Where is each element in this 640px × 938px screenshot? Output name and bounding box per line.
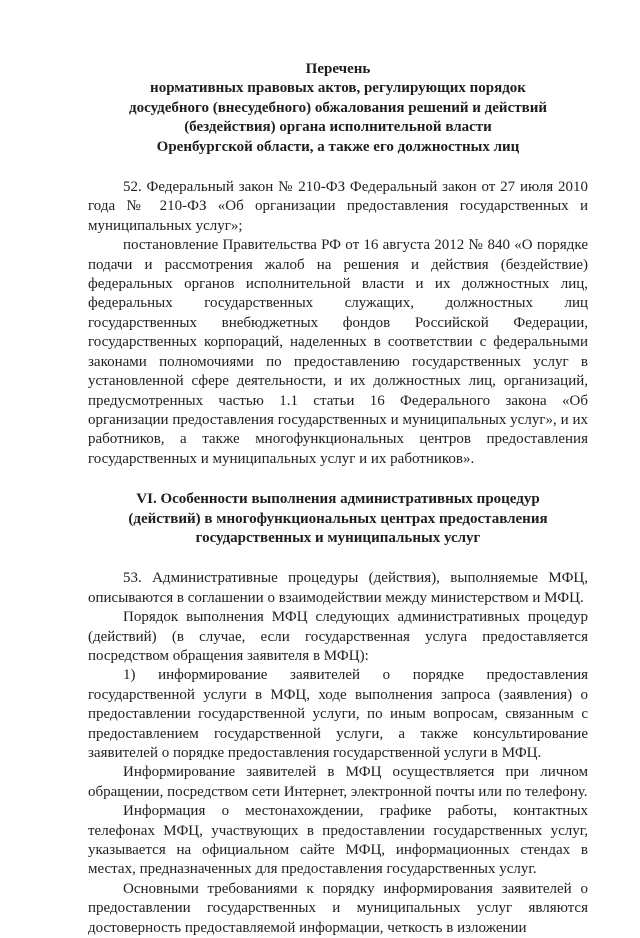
section-heading-line: (действий) в многофункциональных центрах предоставления (128, 510, 548, 527)
title-line: Оренбургской области, а также его должностных лиц (156, 138, 520, 155)
paragraph-52: 52. Федеральный закон № 210-ФЗ Федеральный закон от 27 июля 2010 года № 210-ФЗ «Об организации предоставления государственных и муниципальных услуг»; (88, 179, 588, 234)
paragraph-procedures-order: Порядок выполнения МФЦ следующих административных процедур (действий) (в случае, если государственная услуга предоставляется посредством обращения заявителя в МФЦ): (88, 609, 588, 664)
title-line: Перечень (305, 61, 371, 77)
paragraph-53: 53. Административные процедуры (действия), выполняемые МФЦ, описываются в соглашении о взаимодействии между министерством и МФЦ. (88, 570, 588, 606)
title-line: досудебного (внесудебного) обжалования решений и действий (129, 99, 547, 116)
section-heading-line: государственных и муниципальных услуг (195, 529, 481, 546)
title-line: (бездействия) органа исполнительной власти (184, 119, 492, 136)
paragraph-requirements: Основными требованиями к порядку информирования заявителей о предоставлении государственных и муниципальных услуг являются достоверность предоставляемой информации, четкость в изложении (88, 880, 588, 936)
section-heading-line: VI. Особенности выполнения административных процедур (136, 491, 540, 508)
document-title (88, 60, 588, 157)
section-heading (88, 490, 588, 548)
paragraph-informing-methods: Информирование заявителей в МФЦ осуществляется при личном обращении, посредством сети Интернет, электронной почты или по телефону. (88, 764, 588, 800)
paragraph-item-1: 1) информирование заявителей о порядке предоставления государственной услуги в МФЦ, ходе выполнения запроса (заявления) о предоставлении государственной услуги, по иным вопросам, связанным с предоставлением государственной услуги, а также консультирование заявителей о порядке предоставления государственной услуги в МФЦ. (88, 667, 588, 761)
title-line: нормативных правовых актов, регулирующих порядок (150, 80, 526, 97)
paragraph-resolution-840: постановление Правительства РФ от 16 августа 2012 № 840 «О порядке подачи и рассмотрения жалоб на решения и действия (бездействие) федеральных органов исполнительной власти и их должностных лиц, федеральных государственных служащих, должностных лиц государственных внебюджетных фондов Российской Федерации, государственных корпораций, наделенных в соответствии с федеральными законами полномочиями по предоставлению государственных услуг в установленной сфере деятельности, и их должностных лиц, организаций, предусмотренных частью 1.1 статьи 16 Федерального закона «Об организации предоставления государственных и муниципальных услуг», и их работников, а также многофункциональных центров предоставления государственных и муниципальных услуг и их работников». (88, 237, 588, 467)
paragraph-location-info: Информация о местонахождении, графике работы, контактных телефонах МФЦ, участвующих в предоставлении государственных услуг, указывается на официальном сайте МФЦ, информационных стендах в местах, предназначенных для предоставления государственных услуг. (88, 803, 588, 878)
